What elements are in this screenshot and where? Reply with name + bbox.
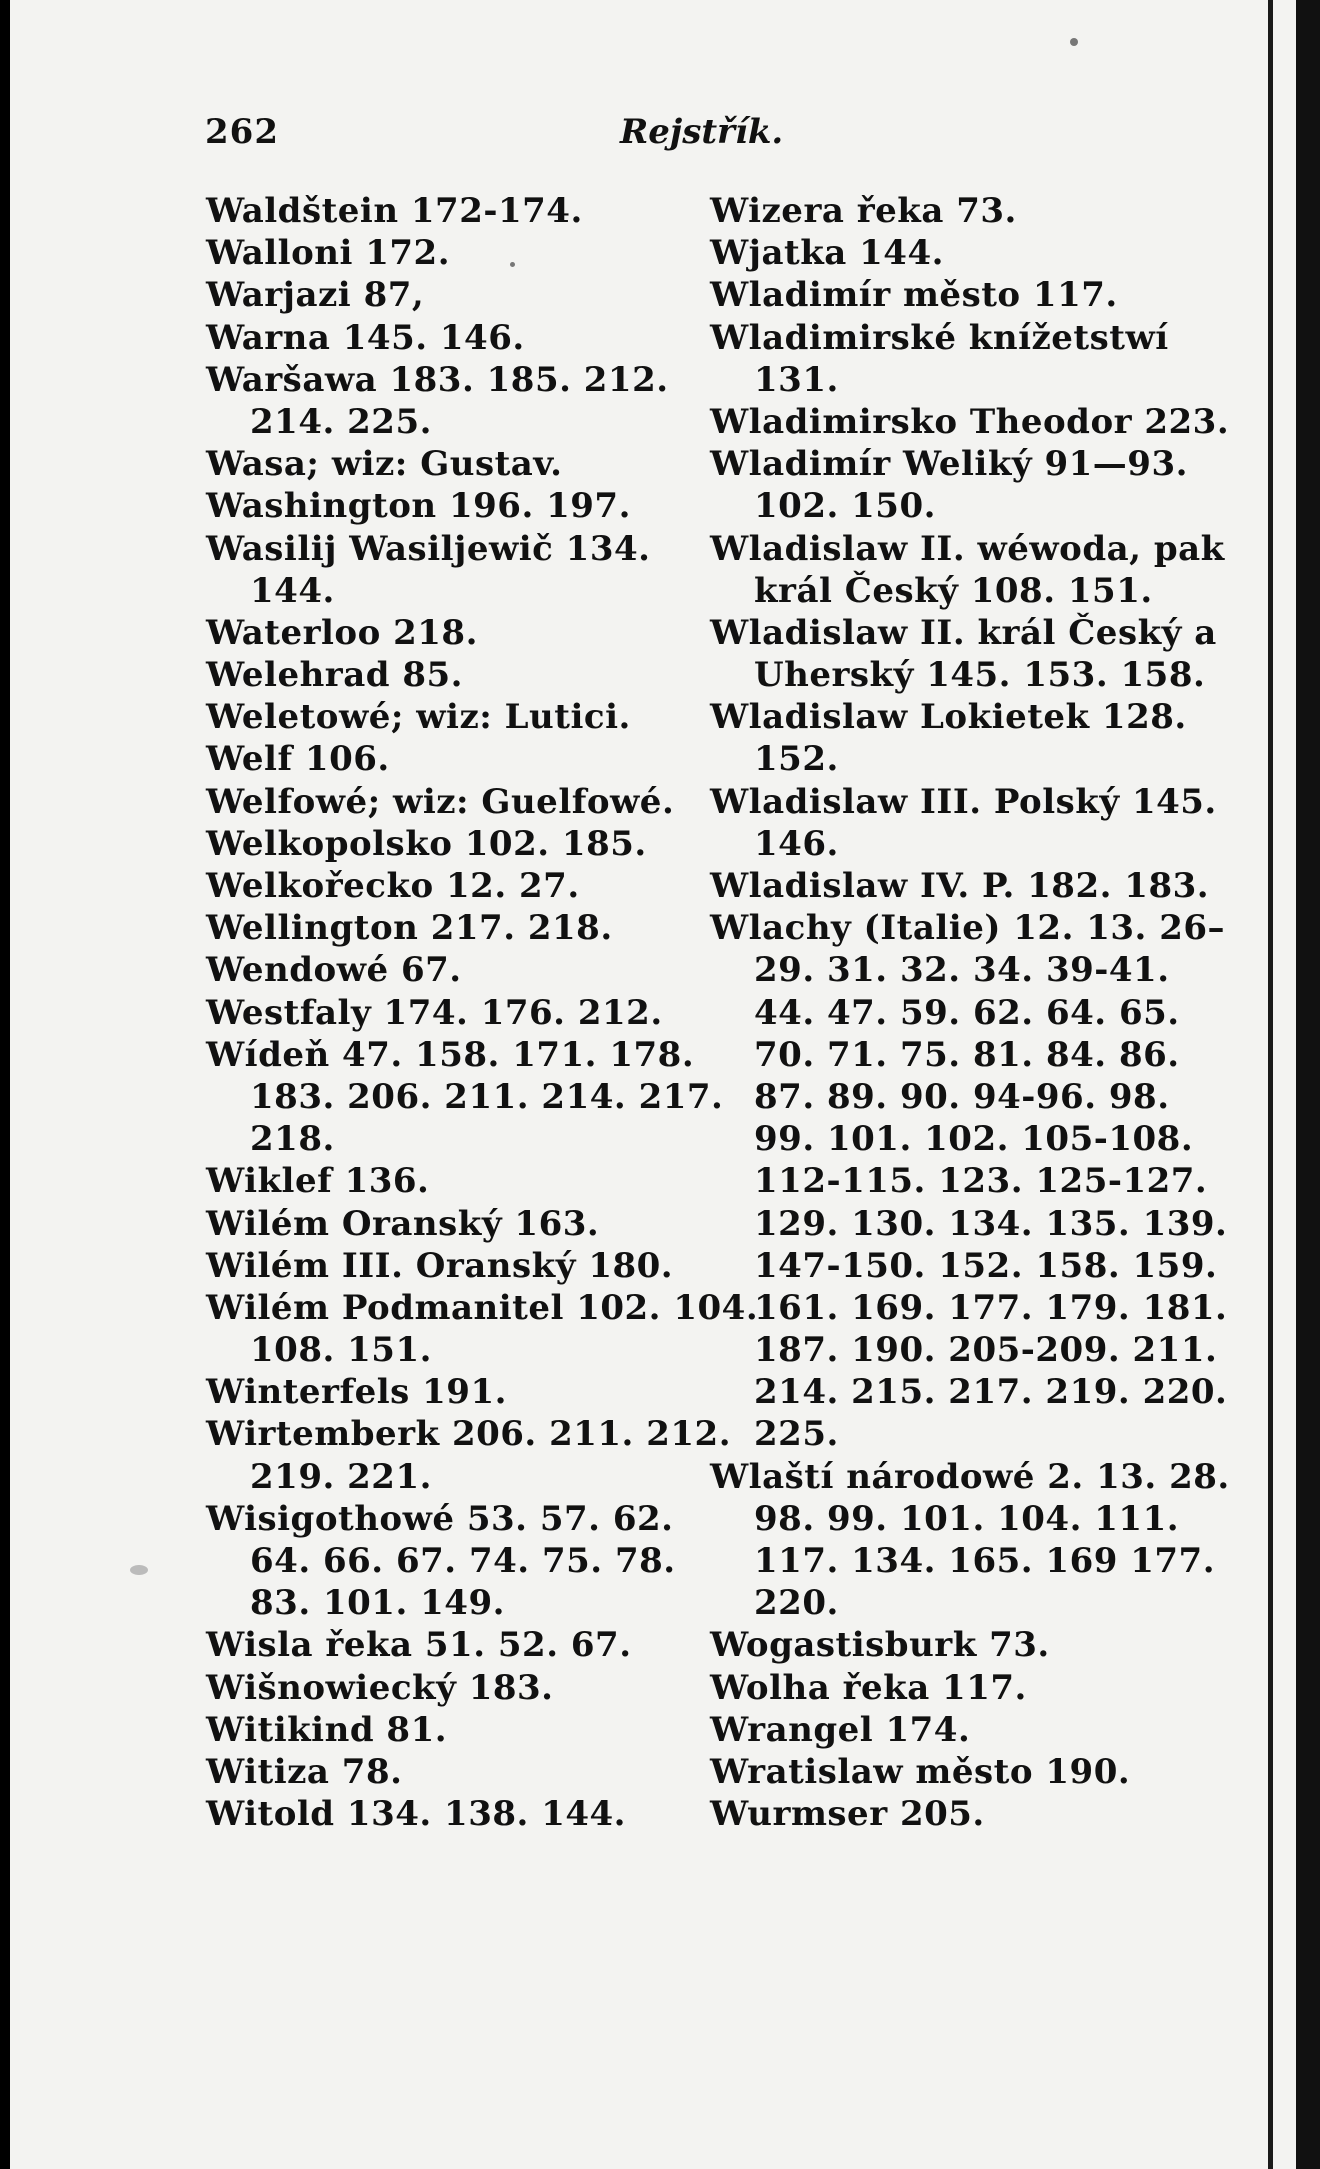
index-entry: Wladislaw II. král Český a: [710, 612, 1217, 653]
index-entry: Winterfels 191.: [206, 1372, 507, 1413]
index-entry-continuation: 147-150. 152. 158. 159.: [754, 1245, 1218, 1286]
index-entry: Waršawa 183. 185. 212.: [206, 359, 669, 400]
index-entry: Wurmser 205.: [710, 1794, 985, 1835]
index-entry-continuation: 87. 89. 90. 94-96. 98.: [754, 1076, 1170, 1117]
page-number: 262: [205, 112, 279, 152]
index-entry-continuation: Uherský 145. 153. 158.: [754, 655, 1206, 696]
index-entry-continuation: 219. 221.: [250, 1456, 432, 1497]
index-entry: Welf 106.: [206, 739, 390, 780]
index-entry-continuation: král Český 108. 151.: [754, 570, 1153, 611]
index-entry-continuation: 183. 206. 211. 214. 217.: [250, 1076, 724, 1117]
index-entry: Wisigothowé 53. 57. 62.: [206, 1498, 674, 1539]
index-entry: Welfowé; wiz: Guelfowé.: [206, 781, 675, 822]
index-entry: Wrangel 174.: [710, 1709, 971, 1750]
index-entry-continuation: 220.: [754, 1583, 839, 1624]
index-entry: Weletowé; wiz: Lutici.: [206, 697, 631, 738]
paper-speck: [1070, 38, 1078, 46]
page-edge-shadow: [1268, 0, 1273, 2169]
index-entry-continuation: 108. 151.: [250, 1330, 432, 1371]
index-entry: Wladislaw III. Polský 145.: [710, 781, 1217, 822]
index-entry: Wilém III. Oranský 180.: [206, 1245, 674, 1286]
index-entry: Wladimír Weliký 91—93.: [710, 444, 1188, 485]
index-entry: Wlaští národowé 2. 13. 28.: [710, 1456, 1230, 1497]
index-entry: Wasilij Wasiljewič 134.: [206, 528, 651, 569]
book-page: [10, 0, 1296, 2169]
index-entry: Wogastisburk 73.: [710, 1625, 1050, 1666]
index-entry-continuation: 29. 31. 32. 34. 39-41.: [754, 950, 1170, 991]
index-entry: Wirtemberk 206. 211. 212.: [206, 1414, 732, 1455]
index-entry: Witiza 78.: [206, 1751, 403, 1792]
index-entry-continuation: 214. 215. 217. 219. 220.: [754, 1372, 1228, 1413]
running-head: Rejstřík.: [620, 112, 784, 152]
index-entry: Wjatka 144.: [710, 233, 944, 274]
page-edge: [1296, 0, 1320, 2169]
index-entry: Warjazi 87,: [206, 275, 425, 316]
index-entry: Welehrad 85.: [206, 655, 464, 696]
index-entry: Wišnowiecký 183.: [206, 1667, 554, 1708]
index-entry: Wizera řeka 73.: [710, 191, 1017, 231]
index-entry-continuation: 64. 66. 67. 74. 75. 78.: [250, 1541, 676, 1581]
paper-speck: [510, 262, 515, 267]
index-entry-continuation: 131.: [754, 359, 839, 400]
index-entry: Wratislaw město 190.: [710, 1751, 1131, 1792]
index-entry-continuation: 98. 99. 101. 104. 111.: [754, 1498, 1180, 1539]
index-entry: Wladimirsko Theodor 223.: [710, 401, 1230, 442]
index-entry-continuation: 99. 101. 102. 105-108.: [754, 1119, 1194, 1160]
index-entry: Wladislaw Lokietek 128.: [710, 697, 1187, 738]
index-entry-continuation: 225.: [754, 1414, 839, 1455]
index-entry: Wasa; wiz: Gustav.: [206, 444, 563, 485]
index-entry-continuation: 70. 71. 75. 81. 84. 86.: [754, 1034, 1180, 1075]
index-entry: Wellington 217. 218.: [206, 908, 613, 949]
index-entry: Waldštein 172-174.: [206, 191, 583, 231]
index-entry: Walloni 172.: [206, 233, 451, 274]
index-entry: Warna 145. 146.: [206, 317, 525, 358]
index-entry-continuation: 218.: [250, 1119, 335, 1160]
index-entry: Wiklef 136.: [206, 1161, 430, 1202]
index-entry: Wolha řeka 117.: [710, 1667, 1027, 1708]
index-entry: Wladislaw IV. P. 182. 183.: [710, 866, 1210, 906]
index-entry-continuation: 144.: [250, 570, 335, 611]
index-entry: Washington 196. 197.: [206, 486, 631, 527]
index-entry: Wladimirské knížetstwí: [710, 317, 1169, 358]
index-entry: Westfaly 174. 176. 212.: [206, 992, 663, 1033]
index-entry-continuation: 129. 130. 134. 135. 139.: [754, 1203, 1228, 1244]
index-entry-continuation: 102. 150.: [754, 486, 936, 527]
index-entry: Wilém Podmanitel 102. 104.: [206, 1287, 759, 1328]
index-entry: Wilém Oranský 163.: [206, 1203, 600, 1244]
index-entry: Wladimír město 117.: [710, 275, 1118, 316]
paper-speck: [130, 1565, 148, 1575]
index-entry-continuation: 146.: [754, 823, 839, 864]
index-entry: Wladislaw II. wéwoda, pak: [710, 528, 1225, 569]
index-column-right: [710, 190, 1230, 1835]
index-column-left: [206, 190, 759, 1835]
index-entry-continuation: 44. 47. 59. 62. 64. 65.: [754, 992, 1180, 1033]
index-entry-continuation: 117. 134. 165. 169 177.: [754, 1541, 1216, 1581]
index-entry-continuation: 187. 190. 205-209. 211.: [754, 1330, 1218, 1371]
index-entry: Wídeň 47. 158. 171. 178.: [206, 1034, 695, 1075]
index-entry-continuation: 161. 169. 177. 179. 181.: [754, 1287, 1228, 1328]
index-entry-continuation: 214. 225.: [250, 401, 432, 442]
index-entry-continuation: 152.: [754, 739, 839, 780]
index-entry: Witold 134. 138. 144.: [206, 1794, 627, 1835]
index-entry: Welkořecko 12. 27.: [206, 866, 580, 906]
index-entry: Welkopolsko 102. 185.: [206, 823, 647, 864]
index-entry: Wlachy (Italie) 12. 13. 26–: [710, 908, 1226, 949]
index-entry: Wisla řeka 51. 52. 67.: [206, 1625, 632, 1666]
index-entry: Witikind 81.: [206, 1709, 448, 1750]
index-entry: Wendowé 67.: [206, 950, 462, 991]
index-entry-continuation: 112-115. 123. 125-127.: [754, 1161, 1208, 1202]
index-entry: Waterloo 218.: [206, 612, 478, 653]
index-entry-continuation: 83. 101. 149.: [250, 1583, 505, 1624]
